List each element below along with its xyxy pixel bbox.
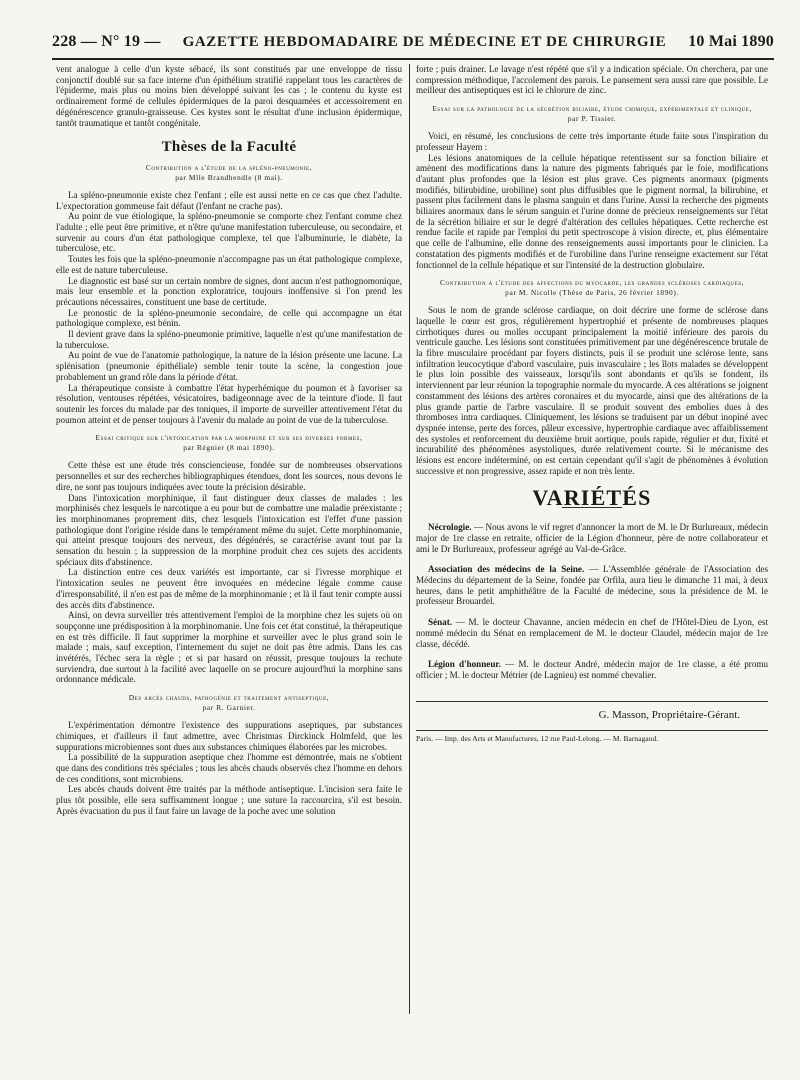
imprint-rule xyxy=(416,730,768,731)
article-byline: par Mlle Brandhendle (8 mai). xyxy=(175,172,283,182)
page-header xyxy=(52,33,774,55)
news-item-label: Nécrologie. xyxy=(428,522,472,533)
article-heading xyxy=(56,693,402,713)
paragraph: La thérapeutique consiste à combattre l'état hyperhémique du poumon et à favoriser sa résolution, ventouses répétées, vésicatoires, badigeonnage avec de la teinture d'iode. Il faut soutenir les forces du malade par des toniques, il importe de surveiller attentivement l'état du poumon atteint et de penser toujours à l'avenir du malade au point de vue de la tuberculose. xyxy=(56,382,402,425)
news-item xyxy=(416,617,768,649)
article-heading xyxy=(56,163,402,183)
article-heading xyxy=(416,278,768,298)
paragraph: Il devient grave dans la spléno-pneumonie primitive, laquelle n'est qu'une manifestation de la tuberculose. xyxy=(56,329,402,350)
paragraph: L'expérimentation démontre l'existence des suppurations aseptiques, par substances chimiques, et d'ailleurs il faut admettre, avec Christmas Dirckinck Holmfeld, que les suppurations microbiennes sont dues aux substances chimiques élaborées par les microbes. xyxy=(56,720,402,752)
news-item-label: Sénat. xyxy=(428,617,452,628)
article-body xyxy=(416,131,768,270)
news-item-label: Légion d'honneur. xyxy=(428,659,501,670)
paragraph: Cette thèse est une étude très consciencieuse, fondée sur de nombreuses observations personnelles et sur des recherches bibliographiques étendues, dont les sources, nous devons le dire, ne sont pas toujours indiquées avec toute la précision désirable. xyxy=(56,460,402,492)
paragraph: Toutes les fois que la spléno-pneumonie n'accompagne pas un état pathologique complexe, elle est de nature tuberculeuse. xyxy=(56,254,402,275)
publisher-signature: G. Masson, Propriétaire-Gérant. xyxy=(598,708,740,721)
news-item-label: Association des médecins de la Seine. xyxy=(428,564,585,575)
paragraph: Ainsi, on devra surveiller très attentivement l'emploi de la morphine chez les sujets où on soupçonne une prédisposition à la morphinomanie. Une fois cet état constitué, la thérapeutique en est très difficile. Il faut supprimer la morphine et surveiller avec le plus grand soin le malade ; mais, sauf exception, l'internement du sujet ne doit pas être admis. Dans les cas invétérés, l'échec sera la règle ; et si par hasard on réussit, presque toujours la rechute surviendra, due surtout à la facilité avec laquelle on se procure aujourd'hui la morphine sans ordonnance médicale. xyxy=(56,610,402,685)
news-item xyxy=(416,564,768,607)
paragraph: La spléno-pneumonie existe chez l'enfant ; elle est aussi nette en ce cas que chez l'adulte. L'expectoration gommeuse fait défaut (l'enfant ne crache pas). xyxy=(56,189,402,211)
article-body xyxy=(56,190,402,425)
header-rule xyxy=(52,58,774,60)
news-item xyxy=(416,659,768,680)
paragraph: Les lésions anatomiques de la cellule hépatique retentissent sur sa fonction biliaire et amènent des modifications dans la nature des pigments fabriqués par le foie, modifications d'autant plus profondes que la lésion est plus grave. Ces pigments anormaux (pigments modifiés, bilirubidine, urobiline) sont plus diffusibles que le pigment normal, la bilirubine, et passent plus facilement dans le plasma sanguin et dans l'urine. Aussi la recherche des pigments biliaires anormaux dans le sérum sanguin et l'urine donne de précieux renseignements sur l'état de la sécrétion biliaire et sur le degré d'altération des cellules hépatiques. Cette recherche est rendue facile et rapide par l'emploi du petit spectroscope à vision directe, et, plus élémentaire que celle de l'albumine, elle donne des renseignements aussi importants pour le clinicien. La constatation des pigments modifiés et de l'urobiline dans l'urine renseigne exactement sur l'état fonctionnel de la cellule hépatique et sur l'intensité de la destruction globulaire. xyxy=(416,152,768,270)
article-title: Essai critique sur l'intoxication par la morphine et sur ses diverses formes, xyxy=(95,433,363,443)
paragraph: La possibilité de la suppuration aseptique chez l'homme est démontrée, mais ne s'obtient que dans des conditions très spéciales ; tous les abcès chauds observés chez l'homme en dehors de ces conditions, sont microbiens. xyxy=(56,752,402,784)
article-byline: par Régnier (8 mai 1890). xyxy=(183,443,275,453)
news-item-text: — Nous avons le vif regret d'annoncer la mort de M. le Dr Burlureaux, médecin major de 1re classe en retraite, officier de la Légion d'honneur, père de notre collaborateur et ami le Dr Burlureaux, professeur agrégé au Val-de-Grâce. xyxy=(416,522,768,554)
paragraph: Dans l'intoxication morphinique, il faut distinguer deux classes de malades : les morphinisés chez lesquels le narcotique a eu pour but de combattre une maladie préexistante ; les morphinomanes proprement dits, chez lesquels l'intoxication est l'effet d'une passion pathologique dont l'origine réside dans le tempérament même du sujet. Cette morphinomanie, qui atteint presque toujours des nerveux, des dégénérés, se caractérise avant tout par la sensation du besoin ; la suppression de la morphine produit chez ces sujets des accidents spéciaux dits d'abstinence. xyxy=(56,492,402,567)
section-title: Thèses de la Faculté xyxy=(161,139,297,156)
article-title: Contribution a l'étude de la spléno-pneumonie, xyxy=(145,162,313,172)
news-item-text: — L'Assemblée générale de l'Association des Médecins du département de la Seine, fondée par Orfila, aura lieu le dimanche 11 mai, à deux heures, dans le petit amphithéâtre de la Faculté de médecine, sous la présidence de M. le professeur Brouardel. xyxy=(416,564,768,607)
column-divider xyxy=(409,64,410,1014)
news-item xyxy=(416,522,768,554)
news-item-text: — M. le docteur André, médecin major de 1re classe, a été promu officier ; M. le docteur Métrier (de Lagnieu) est nommé chevalier. xyxy=(416,659,768,680)
article-body xyxy=(56,460,402,685)
article-heading xyxy=(56,433,402,453)
left-column xyxy=(56,64,402,1014)
article-title: Des abcès chauds, pathogénie et traitement antiseptique, xyxy=(128,693,330,703)
signature-rule xyxy=(416,701,768,702)
article-title: Contribution à l'étude des affections du myocarde, les grandes scléroses cardiaques, xyxy=(439,278,745,288)
paragraph: Le pronostic de la spléno-pneumonie secondaire, de celle qui accompagne un état pathologique complexe, est bénin. xyxy=(56,307,402,329)
article-byline: par R. Garnier. xyxy=(202,703,256,713)
issue-date: 10 Mai 1890 xyxy=(688,33,774,50)
printer-imprint: Paris. — Imp. des Arts et Manufactures, 12 rue Paul-Lelong. — M. Barnagaud. xyxy=(416,734,659,744)
journal-title: GAZETTE HEBDOMADAIRE DE MÉDECINE ET DE CHIRURGIE xyxy=(182,34,667,50)
article-heading xyxy=(416,104,768,124)
paragraph: Les abcès chauds doivent être traités par la méthode antiseptique. L'incision sera faite le plus tôt possible, elle sera suffisamment longue ; une suture la raccourcira, s'il est besoin. Après évacuation du pus il faut faire un lavage de la poche avec une solution xyxy=(56,784,402,816)
paragraph: Le diagnostic est basé sur un certain nombre de signes, dont aucun n'est pathognomonique, mais leur ensemble et la ponction exploratrice, toujours inoffensive si l'on prend les précautions nécessaires, constituent une base de certitude. xyxy=(56,275,402,307)
article-title: Essai sur la pathologie de la sécrétion biliaire, étude chimique, expérimentale et clinique, xyxy=(432,104,752,114)
article-byline: par M. Nicolle (Thèse de Paris, 26 février 1890). xyxy=(505,288,679,298)
right-column xyxy=(416,64,768,1064)
varietes-title: VARIÉTÉS xyxy=(532,484,652,510)
intro-paragraph: vent analogue à celle d'un kyste sébacé, ils sont constitués par une enveloppe de tissu conjonctif doublé sur sa face interne d'un épithélium stratifié rappelant tous les caractères de l'épiderme, mais plus ou moins bien développé suivant les cas ; le contenu du kyste est ordinairement formé de cellules épidermiques de la paroi desquamées et accessoirement en dégénérescence granulo-graisseuse. Ces kystes sont le résultat d'une inclusion épidermique, tantôt traumatique et tantôt congénitale. xyxy=(56,64,402,128)
news-item-text: — M. le docteur Chavanne, ancien médecin en chef de l'Hôtel-Dieu de Lyon, est nommé médecin du Sénat en remplacement de M. le docteur Claudel, médecin major de 1re classe, décédé. xyxy=(416,617,768,649)
article-byline: par P. Tissier. xyxy=(567,114,617,124)
paragraph: Sous le nom de grande sclérose cardiaque, on doit décrire une forme de sclérose dans laquelle le cœur est gros, régulièrement hypertrophié et présente de nombreuses plaques cirrhotiques dures ou molles occupant principalement la moitié inférieure des parois du ventricule gauche. Les lésions sont constituées primitivement par une dégénérescence brutale de la fibre musculaire procédant par foyers distincts, puis il se produit une sclérose lente, sans infiltration leucocytique d'abord vasculaire, puis invasculaire ; les îlots malades se développent le plus loin possible des vaisseaux, lorsqu'ils sont abondants et qu'ils se fondent, ils interviennent par leur réunion la topographie normale du myocarde. A ces altérations se joignent constamment des lésions des artères coronaires et du myocarde, ainsi que des altérations de la plus grande partie de l'arbre vasculaire. Il se produit souvent des embolies dues à des thromboses intra cardiaques. Cliniquement, les lésions se traduisent par un début inopiné avec dyspnée intense, perte des forces, pâleur excessive, hypertrophie cardiaque avec affaiblissement des systoles et renforcement du deuxième bruit aortique, pouls rapide, régulier et dur, fixité et incurabilité des phénomènes asystoliques, durée relativement courte. Si le mécanisme des lésions est encore indéterminé, on est certain cependant qu'il s'agit de phénomènes à évolution successive et non progressive, assez rapide et non très lente. xyxy=(416,305,768,476)
paragraph: Voici, en résumé, les conclusions de cette très importante étude faite sous l'inspiration du professeur Hayem : xyxy=(416,131,768,152)
paragraph: Au point de vue étiologique, la spléno-pneumonie se comporte chez l'enfant comme chez l'adulte ; elle peut être primitive, et n'être qu'une manifestation tuberculeuse, ou secondaire, et survenir au cours d'un état pathologique complexe, tel que l'albuminurie, le diabète, la tuberculose, etc. xyxy=(56,211,402,254)
continuation-paragraph: forte ; puis drainer. Le lavage n'est répété que s'il y a indication spéciale. On cherchera, par une compression méthodique, l'accolement des parois. Le pansement sera aussi rare que possible. Le meilleur des antiseptiques est ici le chlorure de zinc. xyxy=(416,64,768,96)
paragraph: Au point de vue de l'anatomie pathologique, la nature de la lésion présente une lacune. La splénisation (pneumonie épithéliale) semble tenir toute la scène, la congestion joue probablement un grand rôle dans la période d'état. xyxy=(56,350,402,382)
article-body xyxy=(56,720,402,816)
paragraph: La distinction entre ces deux variétés est importante, car si l'ivresse morphique et l'intoxication seules ne peuvent être invoquées en médecine légale comme cause d'irresponsabilité, il n'en est pas de même de la morphinomanie ; et là il faut tenir compte aussi des accès dits d'abstinence. xyxy=(56,567,402,610)
article-body xyxy=(416,305,768,476)
page-number: 228 — N° 19 — xyxy=(52,33,161,50)
